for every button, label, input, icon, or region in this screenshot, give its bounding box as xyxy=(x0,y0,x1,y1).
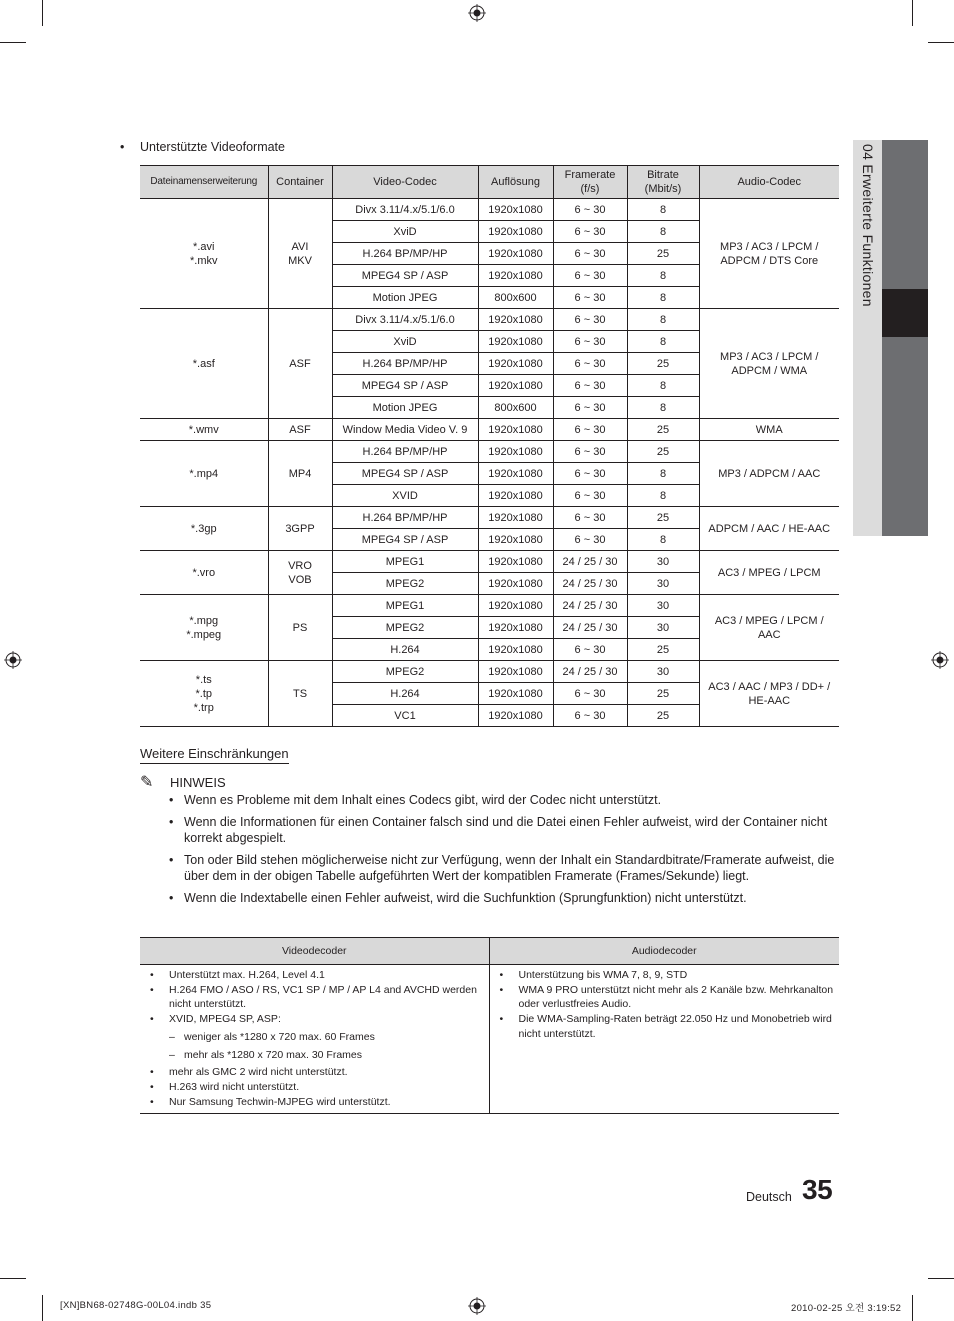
table-row xyxy=(140,595,839,617)
cell-resolution: 1920x1080 xyxy=(478,683,553,705)
cell-framerate: 6 ~ 30 xyxy=(553,331,627,353)
cell-framerate: 6 ~ 30 xyxy=(553,419,627,441)
cell-video-codec: MPEG2 xyxy=(332,617,478,639)
cell-container: 3GPP xyxy=(268,507,332,551)
cell-audio-codec: AC3 / AAC / MP3 / DD+ / HE-AAC xyxy=(699,661,839,727)
crop-mark xyxy=(42,0,43,26)
list-item: • mehr als GMC 2 wird nicht unterstützt. xyxy=(148,1065,485,1080)
cell-resolution: 1920x1080 xyxy=(478,199,553,221)
cell-video-codec: H.264 xyxy=(332,683,478,705)
cell-resolution: 1920x1080 xyxy=(478,243,553,265)
cell-video-codec: H.264 BP/MP/HP xyxy=(332,441,478,463)
cell-framerate: 6 ~ 30 xyxy=(553,265,627,287)
cell-resolution: 1920x1080 xyxy=(478,507,553,529)
cell-framerate: 6 ~ 30 xyxy=(553,529,627,551)
cell-audio-codec: MP3 / AC3 / LPCM / ADPCM / WMA xyxy=(699,309,839,419)
cell-resolution: 1920x1080 xyxy=(478,661,553,683)
crop-mark xyxy=(42,1295,43,1321)
cell-container: PS xyxy=(268,595,332,661)
cell-bitrate: 30 xyxy=(627,551,699,573)
list-item: • WMA 9 PRO unterstützt nicht mehr als 2 Kanäle bzw. Mehrkanalton oder verlustfreies Audio. xyxy=(498,983,836,1012)
cell-bitrate: 8 xyxy=(627,265,699,287)
cell-video-codec: MPEG4 SP / ASP xyxy=(332,529,478,551)
cell-resolution: 1920x1080 xyxy=(478,441,553,463)
cell-bitrate: 25 xyxy=(627,639,699,661)
cell-video-codec: MPEG4 SP / ASP xyxy=(332,375,478,397)
note-label: HINWEIS xyxy=(170,775,226,790)
cell-bitrate: 25 xyxy=(627,507,699,529)
cell-video-codec: H.264 xyxy=(332,639,478,661)
list-item: • H.263 wird nicht unterstützt. xyxy=(148,1080,485,1095)
list-item: • XVID, MPEG4 SP, ASP: xyxy=(148,1012,485,1027)
cell-video-codec: H.264 BP/MP/HP xyxy=(332,353,478,375)
cell-resolution: 1920x1080 xyxy=(478,265,553,287)
table-row xyxy=(140,441,839,463)
print-slug-file: [XN]BN68-02748G-00L04.indb 35 xyxy=(60,1300,212,1311)
cell-video-codec: MPEG2 xyxy=(332,573,478,595)
table-row xyxy=(140,309,839,331)
header-framerate: Framerate (f/s) xyxy=(553,166,627,199)
cell-video-codec: MPEG2 xyxy=(332,661,478,683)
table-row xyxy=(140,507,839,529)
cell-bitrate: 30 xyxy=(627,573,699,595)
cell-bitrate: 30 xyxy=(627,595,699,617)
page-number: 35 xyxy=(802,1174,833,1205)
cell-framerate: 6 ~ 30 xyxy=(553,221,627,243)
cell-audio-codec: MP3 / ADPCM / AAC xyxy=(699,441,839,507)
cell-framerate: 6 ~ 30 xyxy=(553,287,627,309)
cell-bitrate: 25 xyxy=(627,353,699,375)
cell-framerate: 6 ~ 30 xyxy=(553,441,627,463)
registration-mark-icon xyxy=(468,4,486,22)
cell-extension: *.wmv xyxy=(140,419,268,441)
registration-mark-icon xyxy=(4,651,22,669)
cell-framerate: 6 ~ 30 xyxy=(553,705,627,727)
cell-framerate: 6 ~ 30 xyxy=(553,199,627,221)
cell-video-codec: MPEG1 xyxy=(332,595,478,617)
header-bitrate: Bitrate (Mbit/s) xyxy=(627,166,699,199)
note-item: • Wenn es Probleme mit dem Inhalt eines Codecs gibt, wird der Codec nicht unterstützt. xyxy=(167,792,835,809)
cell-framerate: 24 / 25 / 30 xyxy=(553,551,627,573)
crop-mark xyxy=(912,0,913,26)
cell-resolution: 1920x1080 xyxy=(478,353,553,375)
cell-container: ASF xyxy=(268,309,332,419)
cell-resolution: 1920x1080 xyxy=(478,463,553,485)
cell-bitrate: 25 xyxy=(627,705,699,727)
cell-bitrate: 8 xyxy=(627,331,699,353)
header-extension: Dateinamenserweiterung xyxy=(140,166,268,199)
note-list xyxy=(167,792,835,911)
cell-resolution: 1920x1080 xyxy=(478,375,553,397)
header-audio-decoder: Audiodecoder xyxy=(489,938,839,965)
cell-container: VRO VOB xyxy=(268,551,332,595)
cell-framerate: 6 ~ 30 xyxy=(553,397,627,419)
crop-mark xyxy=(0,1278,26,1279)
cell-framerate: 24 / 25 / 30 xyxy=(553,595,627,617)
cell-bitrate: 8 xyxy=(627,397,699,419)
cell-video-codec: Motion JPEG xyxy=(332,287,478,309)
cell-extension: *.mp4 xyxy=(140,441,268,507)
cell-bitrate: 25 xyxy=(627,441,699,463)
cell-resolution: 1920x1080 xyxy=(478,331,553,353)
list-item: • Unterstützt max. H.264, Level 4.1 xyxy=(148,968,485,983)
print-slug-date: 2010-02-25 오전 3:19:52 xyxy=(791,1303,902,1314)
cell-container: ASF xyxy=(268,419,332,441)
cell-resolution: 800x600 xyxy=(478,397,553,419)
audio-decoder-list xyxy=(498,968,836,1042)
note-heading xyxy=(140,772,226,792)
video-decoder-list xyxy=(148,968,485,1109)
decoder-table xyxy=(140,937,839,1114)
cell-resolution: 1920x1080 xyxy=(478,309,553,331)
audio-decoder-cell xyxy=(489,965,839,1114)
cell-video-codec: XviD xyxy=(332,331,478,353)
crop-mark xyxy=(912,1295,913,1321)
list-item: • Unterstützung bis WMA 7, 8, 9, STD xyxy=(498,968,836,983)
note-item: • Wenn die Informationen für einen Container falsch sind und die Datei einen Fehler aufweist, wird der Container nicht korrekt abgespielt. xyxy=(167,814,835,847)
section-title: Weitere Einschränkungen xyxy=(140,746,289,764)
list-item: • Die WMA-Sampling-Raten beträgt 22.050 Hz und Monobetrieb wird nicht unterstützt. xyxy=(498,1012,836,1041)
cell-bitrate: 25 xyxy=(627,419,699,441)
cell-resolution: 1920x1080 xyxy=(478,419,553,441)
header-video-codec: Video-Codec xyxy=(332,166,478,199)
table-header-row xyxy=(140,166,839,199)
cell-framerate: 6 ~ 30 xyxy=(553,683,627,705)
pencil-icon: ✎ xyxy=(140,774,154,791)
cell-video-codec: Divx 3.11/4.x/5.1/6.0 xyxy=(332,309,478,331)
cell-framerate: 6 ~ 30 xyxy=(553,639,627,661)
table-row xyxy=(140,199,839,221)
table-row xyxy=(140,419,839,441)
header-container: Container xyxy=(268,166,332,199)
video-format-table xyxy=(140,165,839,727)
cell-video-codec: Motion JPEG xyxy=(332,397,478,419)
cell-bitrate: 8 xyxy=(627,375,699,397)
cell-resolution: 1920x1080 xyxy=(478,529,553,551)
cell-extension: *.avi *.mkv xyxy=(140,199,268,309)
cell-audio-codec: WMA xyxy=(699,419,839,441)
cell-container: AVI MKV xyxy=(268,199,332,309)
list-subitem: – weniger als *1280 x 720 max. 60 Frames xyxy=(148,1030,485,1045)
cell-bitrate: 30 xyxy=(627,617,699,639)
cell-framerate: 6 ~ 30 xyxy=(553,353,627,375)
cell-audio-codec: ADPCM / AAC / HE-AAC xyxy=(699,507,839,551)
crop-mark xyxy=(0,42,26,43)
cell-framerate: 24 / 25 / 30 xyxy=(553,617,627,639)
cell-video-codec: VC1 xyxy=(332,705,478,727)
cell-video-codec: XVID xyxy=(332,485,478,507)
cell-extension: *.vro xyxy=(140,551,268,595)
cell-resolution: 1920x1080 xyxy=(478,485,553,507)
cell-bitrate: 25 xyxy=(627,243,699,265)
cell-bitrate: 25 xyxy=(627,683,699,705)
cell-audio-codec: AC3 / MPEG / LPCM / AAC xyxy=(699,595,839,661)
cell-resolution: 1920x1080 xyxy=(478,221,553,243)
cell-video-codec: H.264 BP/MP/HP xyxy=(332,507,478,529)
cell-framerate: 6 ~ 30 xyxy=(553,243,627,265)
cell-bitrate: 8 xyxy=(627,529,699,551)
cell-framerate: 24 / 25 / 30 xyxy=(553,573,627,595)
table-row xyxy=(140,661,839,683)
cell-video-codec: H.264 BP/MP/HP xyxy=(332,243,478,265)
cell-framerate: 6 ~ 30 xyxy=(553,507,627,529)
cell-resolution: 1920x1080 xyxy=(478,639,553,661)
list-item: • Nur Samsung Techwin-MJPEG wird unterstützt. xyxy=(148,1095,485,1110)
cell-extension: *.mpg *.mpeg xyxy=(140,595,268,661)
cell-framerate: 6 ~ 30 xyxy=(553,463,627,485)
cell-extension: *.asf xyxy=(140,309,268,419)
footer-language: Deutsch xyxy=(746,1190,792,1204)
intro-bullet: • Unterstützte Videoformate xyxy=(120,140,285,154)
note-item: • Wenn die Indextabelle einen Fehler aufweist, wird die Suchfunktion (Sprungfunktion) nicht unterstützt. xyxy=(167,890,835,907)
cell-framerate: 6 ~ 30 xyxy=(553,309,627,331)
header-resolution: Auflösung xyxy=(478,166,553,199)
cell-bitrate: 8 xyxy=(627,309,699,331)
cell-audio-codec: AC3 / MPEG / LPCM xyxy=(699,551,839,595)
list-subitem: – mehr als *1280 x 720 max. 30 Frames xyxy=(148,1048,485,1063)
cell-container: MP4 xyxy=(268,441,332,507)
table-header-row xyxy=(140,938,839,965)
crop-mark xyxy=(928,1278,954,1279)
cell-container: TS xyxy=(268,661,332,727)
cell-resolution: 1920x1080 xyxy=(478,705,553,727)
cell-video-codec: XviD xyxy=(332,221,478,243)
cell-bitrate: 8 xyxy=(627,485,699,507)
cell-video-codec: Divx 3.11/4.x/5.1/6.0 xyxy=(332,199,478,221)
header-video-decoder: Videodecoder xyxy=(140,938,489,965)
cell-resolution: 1920x1080 xyxy=(478,617,553,639)
cell-video-codec: MPEG4 SP / ASP xyxy=(332,265,478,287)
cell-resolution: 1920x1080 xyxy=(478,551,553,573)
cell-framerate: 6 ~ 30 xyxy=(553,375,627,397)
video-decoder-cell xyxy=(140,965,489,1114)
note-item: • Ton oder Bild stehen möglicherweise nicht zur Verfügung, wenn der Inhalt ein Standardbitrate/Framerate aufweist, die über dem in der obigen Tabelle aufgeführten Wert der kompatiblen Framerate (Frames/Sekunde) liegt. xyxy=(167,852,835,885)
cell-bitrate: 8 xyxy=(627,463,699,485)
header-audio-codec: Audio-Codec xyxy=(699,166,839,199)
cell-bitrate: 8 xyxy=(627,199,699,221)
chapter-label: 04 Erweiterte Funktionen xyxy=(860,144,876,307)
cell-framerate: 24 / 25 / 30 xyxy=(553,661,627,683)
cell-extension: *.ts *.tp *.trp xyxy=(140,661,268,727)
table-row xyxy=(140,551,839,573)
cell-resolution: 1920x1080 xyxy=(478,573,553,595)
intro-bullet-text: Unterstützte Videoformate xyxy=(140,140,285,154)
cell-bitrate: 8 xyxy=(627,221,699,243)
cell-bitrate: 30 xyxy=(627,661,699,683)
table-row xyxy=(140,965,839,1114)
registration-mark-icon xyxy=(468,1297,486,1315)
cell-bitrate: 8 xyxy=(627,287,699,309)
cell-framerate: 6 ~ 30 xyxy=(553,485,627,507)
cell-extension: *.3gp xyxy=(140,507,268,551)
list-item: • H.264 FMO / ASO / RS, VC1 SP / MP / AP L4 and AVCHD werden nicht unterstützt. xyxy=(148,983,485,1012)
registration-mark-icon xyxy=(931,651,949,669)
cell-resolution: 1920x1080 xyxy=(478,595,553,617)
cell-video-codec: Window Media Video V. 9 xyxy=(332,419,478,441)
cell-resolution: 800x600 xyxy=(478,287,553,309)
chapter-side-tab xyxy=(853,140,928,536)
cell-video-codec: MPEG4 SP / ASP xyxy=(332,463,478,485)
crop-mark xyxy=(928,42,954,43)
cell-audio-codec: MP3 / AC3 / LPCM / ADPCM / DTS Core xyxy=(699,199,839,309)
cell-video-codec: MPEG1 xyxy=(332,551,478,573)
